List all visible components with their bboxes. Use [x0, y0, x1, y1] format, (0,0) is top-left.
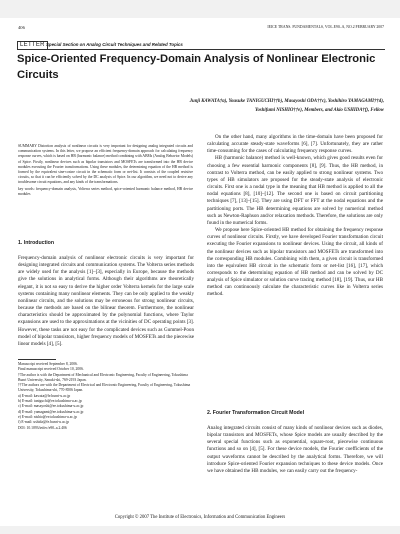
- section-heading-fourier: 2. Fourier Transformation Circuit Model: [207, 410, 305, 416]
- footnotes: [18, 362, 194, 431]
- footnote: Final manuscript received October 10, 2006.: [18, 367, 84, 372]
- footnote: ††The authors are with the Department of Electrical and Electronic Engineering, Faculty of Engineering, Tokushima University, Tokushima-shi, 770-8506 Japan.: [18, 383, 191, 393]
- footnote: b) E-mail: taniguchi@ee.tokushima-u.ac.jp: [18, 399, 82, 404]
- abstract: [18, 144, 193, 198]
- right-column-body: [207, 134, 383, 299]
- footnote: d) E-mail: yamagami@ee.tokushima-u.ac.jp: [18, 409, 84, 414]
- paragraph: On the other hand, many algorithms in the time-domain have been proposed for calculating accurate steady-state waveforms [6], [7]. Unfortunately, they are rather time-consuming for the cases of calculating frequency response curves.: [207, 134, 383, 155]
- author-list: [24, 97, 384, 115]
- scan-top-margin: [0, 0, 400, 18]
- footnote-rule: [18, 359, 56, 360]
- section-heading-introduction: 1. Introduction: [18, 240, 55, 246]
- footnote: †The author is with the Department of Mechanical and Electronic Engineering, Faculty of Engineering, Tokushima Bunri University, Sanuki-shi, 769-2193 Japan.: [18, 372, 188, 382]
- paragraph: HB (harmonic balance) method is well-known, which gives good results even for choosing a few essential harmonic components [8], [9]. Thus, the HB method, in contrast to Volterra method, can be easily applied to strong nonlinear systems. Two types of HB simulators are proposed for the steady-state analysis of electronic circuits. First one is a nodal type in the meaning that HB method is applied to all the nodal equations [8], [10]–[12]. The second one is based on circuit partitioning techniques [7], [13]–[15]. They are using DFT or FFT at the nodal equations and the partitioning ports. The HB determining equations are solved by numerical method such as Newton-Raphson and/or relaxation methods. Therefore, the solutions are only found in the numerical forms.: [207, 155, 383, 226]
- page-number: 406: [18, 25, 25, 30]
- footnote: f) E-mail: ushida@fe.bunri-u.ac.jp: [18, 420, 70, 425]
- paper-title: Spice-Oriented Frequency-Domain Analysis of Nonlinear Electronic Circuits: [17, 53, 376, 81]
- right-column-body-2: [207, 425, 383, 475]
- special-section-label: Special Section on Analog Circuit Techniques and Related Topics: [46, 42, 183, 47]
- running-header: IEICE TRANS. FUNDAMENTALS, VOL.E90–A, NO.2 FEBRUARY 2007: [267, 25, 384, 29]
- letter-label: LETTER: [17, 41, 48, 50]
- paragraph: Frequency-domain analysis of nonlinear electronic circuits is very important for designing integrated circuits and communication systems. The Volterra series methods are widely used for the analysis [1]–[3], especially in Europe, because the methods give the solutions in analytical forms. Although their algorithms are theoretically elegant, it is not so easy to derive the higher order Volterra kernels for the large scale systems containing many nonlinear elements. They can be only applied to the weakly nonlinear circuits, and the solutions may be erroneous for strong nonlinear circuits, because the methods are based on the bilinear theorem. Furthermore, the nonlinear characteristics should be approximated by the polynomial functions, where Taylor expansions are used to the approximations at the vicinities of DC operating points [3]. However, these tasks are not easy for the complicated devices such as Gummel-Poon model of bipolar transistors, higher frequency models of MOSFETs and the piecewise linear models [4], [5].: [18, 255, 194, 347]
- footnote: c) E-mail: masayoshi@ee.tokushima-u.ac.jp: [18, 404, 84, 409]
- footnote: Manuscript received September 8, 2006.: [18, 362, 78, 366]
- abstract-summary: SUMMARY Distortion analysis of nonlinear circuits is very important for designing analog integrated circuits and communication systems. In this letter, we propose an efficient frequency-domain approach for calculating frequency response curves, which is based on HB (harmonic balance) method combining with ABMs (Analog Behavior Models) of Spice. Firstly, nonlinear devices such as bipolar transistors and MOSFETs are transformed into the HB device modules executing the Fourier transformations. Using these modules, the determining equation of the HB method is formed by the equivalent sine-cosine circuit in the schematic form or net-list. It consists of the coupled resistive circuits, so that it can be efficiently solved by the DC analysis of Spice. In our algorithm, we need not to derive any troublesome circuit equations, and any kinds of the transformations.: [18, 144, 193, 185]
- footnote: e) E-mail: nishio@ee.tokushima-u.ac.jp: [18, 414, 77, 419]
- copyright-notice: Copyright © 2007 The Institute of Electronics, Information and Communication Engineers: [114, 515, 286, 520]
- abstract-keywords: key words: frequency-domain analysis, Volterra series method, spice-oriented harmonic balance method, HB device modules: [18, 186, 193, 196]
- paragraph: Analog integrated circuits consist of many kinds of nonlinear devices such as diodes, bipolar transistors and MOSFETs, whose Spice models are usually described by the several special functions such as exponential, square-root, piecewise continuous functions and so on [4], [5]. For these device models, the Fourier coefficients of the output waveforms cannot be described by the analytical forms. Therefore, we will introduce Spice-oriented Fourier expansion techniques to these device models. Once we have obtained the HB modules, we can easily carry out the frequency-: [207, 425, 383, 474]
- author-line: Junji KAWATA†a), Yousuke TANIGUCHI††b), Masayoshi ODA††c), Yoshihiro YAMAGAMI††d),: [189, 99, 384, 104]
- scan-bottom-margin: [0, 526, 400, 534]
- letter-header-row: [17, 41, 385, 50]
- footnote: a) E-mail: kawata@fe.bunri-u.ac.jp: [18, 393, 71, 398]
- author-line: Yoshifumi NISHIO††e), Members, and Akio USHIDA†f), Fellow: [255, 108, 384, 113]
- footnote-doi: DOI: 10.1093/ietfec/e90–a.2.406: [18, 425, 67, 430]
- left-column-body: [18, 255, 194, 348]
- paragraph: We propose here Spice-oriented HB method for obtaining the frequency response curves of nonlinear circuits. Firstly, we have developed Fourier transformation circuit executing the Fourier expansions to nonlinear devices. Using the circuit, all kinds of the nonlinear devices such as bipolar transistors and MOSFETs are transformed into the corresponding HB modules. Combining with them, a given circuit is transformed into the equivalent HB circuit in the schematic form or net-list [16], [17], which corresponds to the determining equation of HB method and can be solved by DC analysis of Spice simulator or solution curve tracing method [18], [19]. Thus, our HB method can continuously calculate the characteristic curves like in Volterra series method.: [207, 227, 383, 298]
